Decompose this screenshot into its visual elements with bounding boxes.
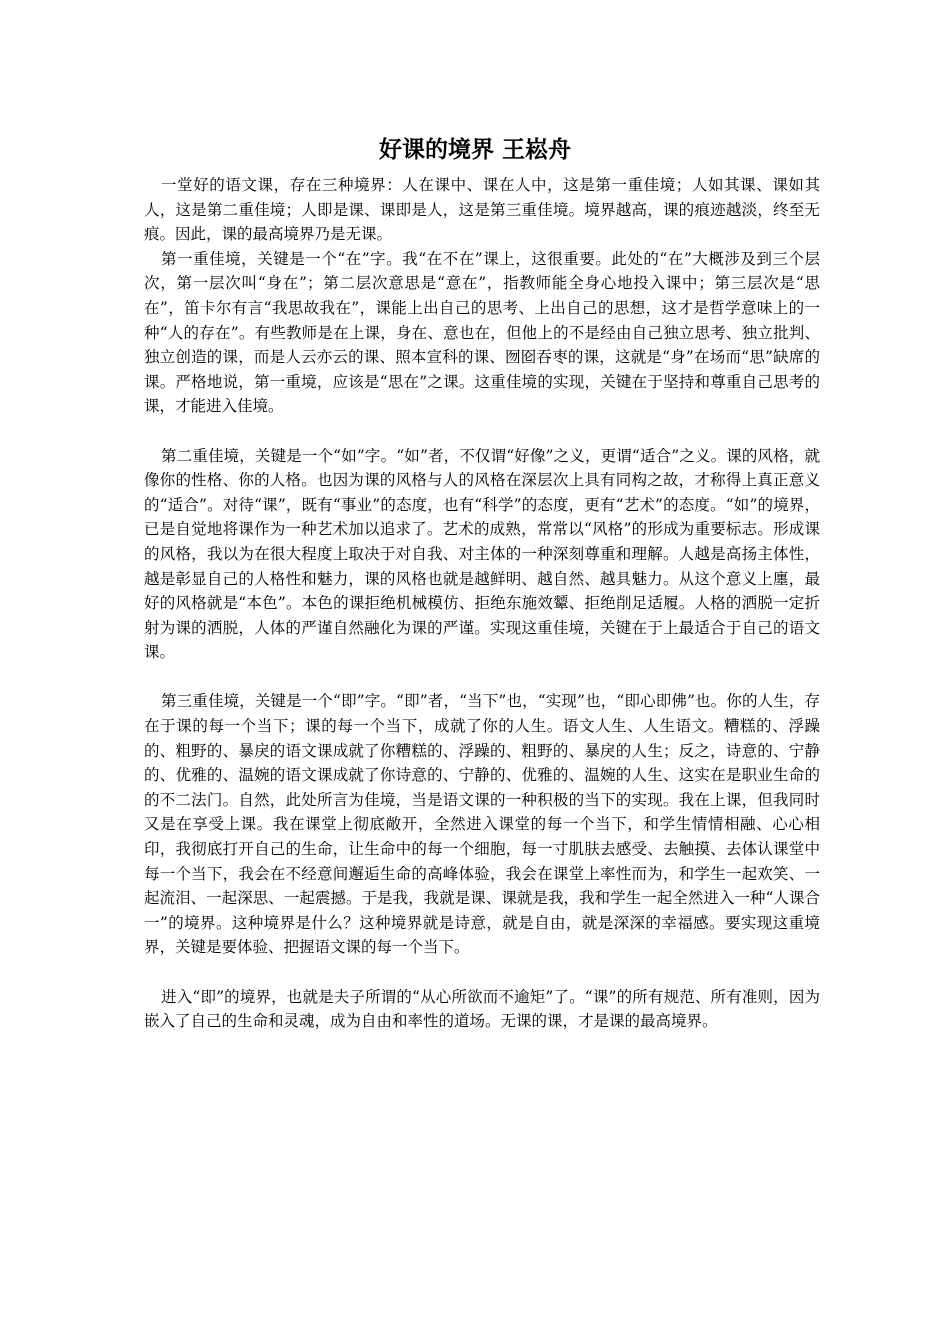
paragraph-third-realm: 第三重佳境，关键是一个“即”字。“即”者，“当下”也，“实现”也，“即心即佛”也。你的人生，存在于课的每一个当下；课的每一个当下，成就了你的人生。语文人生、人生语文。糟糕的、浮躁的、粗野的、暴戾的语文课成就了你糟糕的、浮躁的、粗野的、暴戾的人生；反之，诗意的、宁静的、优雅的、温婉的语文课成就了你诗意的、宁静的、优雅的、温婉的人生、这实在是职业生命的的不二法门。自然，此处所言为佳境，当是语文课的一种积极的当下的实现。我在上课，但我同时又是在享受上课。我在课堂上彻底敞开，全然进入课堂的每一个当下，和学生情情相融、心心相印，我彻底打开自己的生命，让生命中的每一个细胞，每一寸肌肤去感受、去触摸、去体认课堂中每一个当下，我会在不经意间邂逅生命的高峰体验，我会在课堂上率性而为，和学生一起欢笑、一起流泪、一起深思、一起震撼。于是我，我就是课、课就是我，我和学生一起全然进入一种“人课合一”的境界。这种境界是什么？这种境界就是诗意，就是自由，就是深深的幸福感。要实现这重境界，关键是要体验、把握语文课的每一个当下。 [144, 692, 820, 957]
document-title: 好课的境界 王崧舟 [378, 136, 571, 163]
paragraph-first-realm: 第一重佳境，关键是一个“在”字。我“在不在”课上，这很重要。此处的“在”大概涉及到三个层次，第一层次叫“身在”；第二层次意思是“意在”，指教师能全身心地投入课中；第三层次是“思在”，笛卡尔有言“我思故我在”，课能上出自己的思考、上出自己的思想，这才是哲学意味上的一种“人的存在”。有些教师是在上课，身在、意也在，但他上的不是经由自己独立思考、独立批判、独立创造的课，而是人云亦云的课、照本宣科的课、囫囵吞枣的课，这就是“身”在场而“思”缺席的课。严格地说，第一重境，应该是“思在”之课。这重佳境的实现，关键在于坚持和尊重自己思考的课，才能进入佳境。 [144, 249, 820, 416]
paragraph-conclusion: 进入“即”的境界，也就是夫子所谓的“从心所欲而不逾矩”了。“课”的所有规范、所有准则，因为嵌入了自己的生命和灵魂，成为自由和率性的道场。无课的课，才是课的最高境界。 [144, 987, 820, 1031]
document-body [144, 173, 820, 1034]
paragraph-intro: 一堂好的语文课，存在三种境界：人在课中、课在人中，这是第一重佳境；人如其课、课如其人，这是第二重佳境；人即是课、课即是人，这是第三重佳境。境界越高，课的痕迹越淡，终至无痕。因此，课的最高境界乃是无课。 [144, 176, 820, 244]
paragraph-spacer [144, 665, 820, 690]
paragraph-second-realm: 第二重佳境，关键是一个“如”字。“如”者，不仅谓“好像”之义，更谓“适合”之义。课的风格，就像你的性格、你的人格。也因为课的风格与人的风格在深层次上具有同构之故，才称得上真正意义的“适合”。对待“课”，既有“事业”的态度，也有“科学”的态度，更有“艺术”的态度。“如”的境界，已是自觉地将课作为一种艺术加以追求了。艺术的成熟，常常以“风格”的形成为重要标志。形成课的风格，我以为在很大程度上取决于对自我、对主体的一种深刻尊重和理解。人越是高扬主体性，越是彰显自己的人格性和魅力，课的风格也就是越鲜明、越自然、越具魅力。从这个意义上廛，最好的风格就是“本色”。本色的课拒绝机械模仿、拒绝东施效颦、拒绝削足适履。人格的洒脱一定折射为课的洒脱，人体的严谨自然融化为课的严谨。实现这重佳境，关键在于上最适合于自己的语文课。 [144, 446, 820, 662]
paragraph-spacer [144, 960, 820, 985]
paragraph-spacer [144, 419, 820, 444]
